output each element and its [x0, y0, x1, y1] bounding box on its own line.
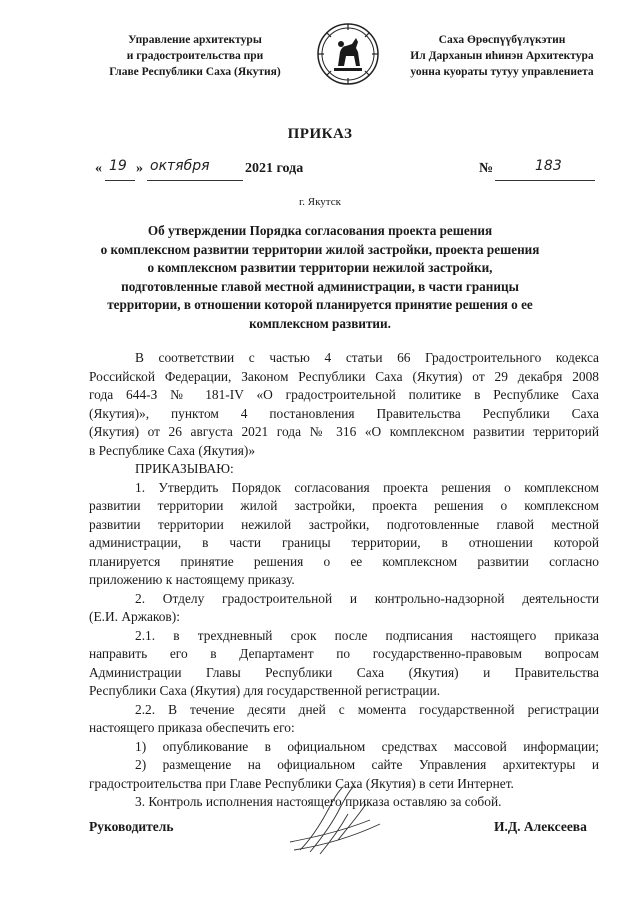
body-line: в Республике Саха (Якутия)»: [89, 442, 256, 458]
body-line: ПРИКАЗЫВАЮ:: [135, 461, 234, 476]
body-line: 3. Контроль исполнения настоящего приказа оставляю за собой.: [135, 794, 502, 809]
document-title: ПРИКАЗ: [287, 126, 353, 142]
number-sign: №: [479, 161, 494, 176]
day-underline: [105, 180, 135, 181]
body-line: 2. Отделу градостроительной и контрольно-надзорной деятельности: [135, 590, 599, 606]
date-month: октября: [150, 158, 210, 174]
open-quote: «: [95, 161, 102, 176]
signer-role: Руководитель: [89, 819, 174, 834]
header-right-line: Ил Дарханын иһинэн Архитектура: [410, 50, 594, 62]
body-line: (Якутия)», пунктом 4 постановления Правительства Республики Саха: [89, 405, 599, 421]
body-line: года 644-З № 181-IV «О градостроительной политике в Республике Саха: [89, 387, 599, 402]
subject-line: Об утверждении Порядка согласования проекта решения: [147, 223, 493, 238]
subject-line: подготовленные главой местной администрации, в части границы: [121, 278, 519, 294]
body-line: планируется принятие решения о ее комплексном развитии согласно: [89, 553, 599, 569]
body-line: 2) размещение на официальном сайте Управления архитектуры и: [135, 757, 599, 772]
header-right-line: уонна куораты тутуу управлениета: [410, 66, 594, 78]
coat-of-arms-emblem-icon: [316, 22, 380, 86]
header-left-block: [80, 32, 310, 80]
subject-line: о комплексном развитии территории нежилой застройки,: [147, 260, 493, 276]
body-line: 2.1. в трехдневный срок после подписания настоящего приказа: [135, 627, 599, 643]
subject-block: [90, 222, 550, 334]
body-line: приложению к настоящему приказу.: [89, 572, 295, 587]
body-line: развитии территории жилой застройки, проекта решения о комплексном: [89, 498, 599, 513]
body-line: В соответствии с частью 4 статьи 66 Градостроительного кодекса: [135, 350, 599, 365]
order-body: [89, 349, 599, 812]
body-line: 1) опубликование в официальном средствах массовой информации;: [135, 738, 599, 754]
header-left-line: Главе Республики Саха (Якутия): [109, 66, 281, 78]
date-day: 19: [109, 158, 127, 174]
signer-name: И.Д. Алексеева: [494, 819, 587, 834]
header-right-line: Саха Өрөспүүбүлүкэтин: [438, 34, 566, 46]
body-line: градостроительства при Главе Республики Саха (Якутия) в сети Интернет.: [89, 775, 514, 791]
header-right-block: [382, 32, 622, 80]
header-left-line: Управление архитектуры: [128, 34, 262, 46]
body-line: Администрации Главы Республики Саха (Якутия) и Правительства: [89, 664, 599, 680]
order-number: 183: [535, 158, 562, 174]
body-line: (Якутия) от 26 августа 2021 года № 316 «О комплексном развитии территорий: [89, 424, 599, 439]
close-quote: »: [136, 161, 143, 176]
month-underline: [147, 180, 243, 181]
body-line: Республики Саха (Якутия) для государственной регистрации.: [89, 683, 441, 698]
header-left-line: и градостроительства при: [126, 50, 264, 62]
body-line: направить его в Департамент по государственно-правовым вопросам: [89, 646, 599, 661]
body-line: (Е.И. Аржаков):: [89, 609, 180, 624]
body-line: развитии территории нежилой застройки, подготовленные главой местной: [89, 516, 599, 532]
body-line: 2.2. В течение десяти дней с момента государственной регистрации: [135, 701, 599, 717]
subject-line: территории, в отношении которой планируется принятие решения о ее: [107, 297, 533, 313]
subject-line: о комплексном развитии территории жилой застройки, проекта решения: [100, 241, 540, 257]
handwritten-signature-icon: [280, 780, 390, 860]
body-line: Российской Федерации, Законом Республики Саха (Якутия) от 29 декабря 2008: [89, 368, 599, 384]
body-line: настоящего приказа обеспечить его:: [89, 720, 295, 735]
date-number-row: [95, 158, 605, 185]
city-label: г. Якутск: [299, 196, 341, 208]
subject-line: комплексном развитии.: [249, 315, 391, 331]
body-line: 1. Утвердить Порядок согласования проекта решения о комплексном: [135, 479, 599, 495]
body-line: администрации, в части границы территории, в отношении которой: [89, 535, 599, 550]
date-year: 2021 года: [245, 161, 304, 176]
number-underline: [495, 180, 595, 181]
